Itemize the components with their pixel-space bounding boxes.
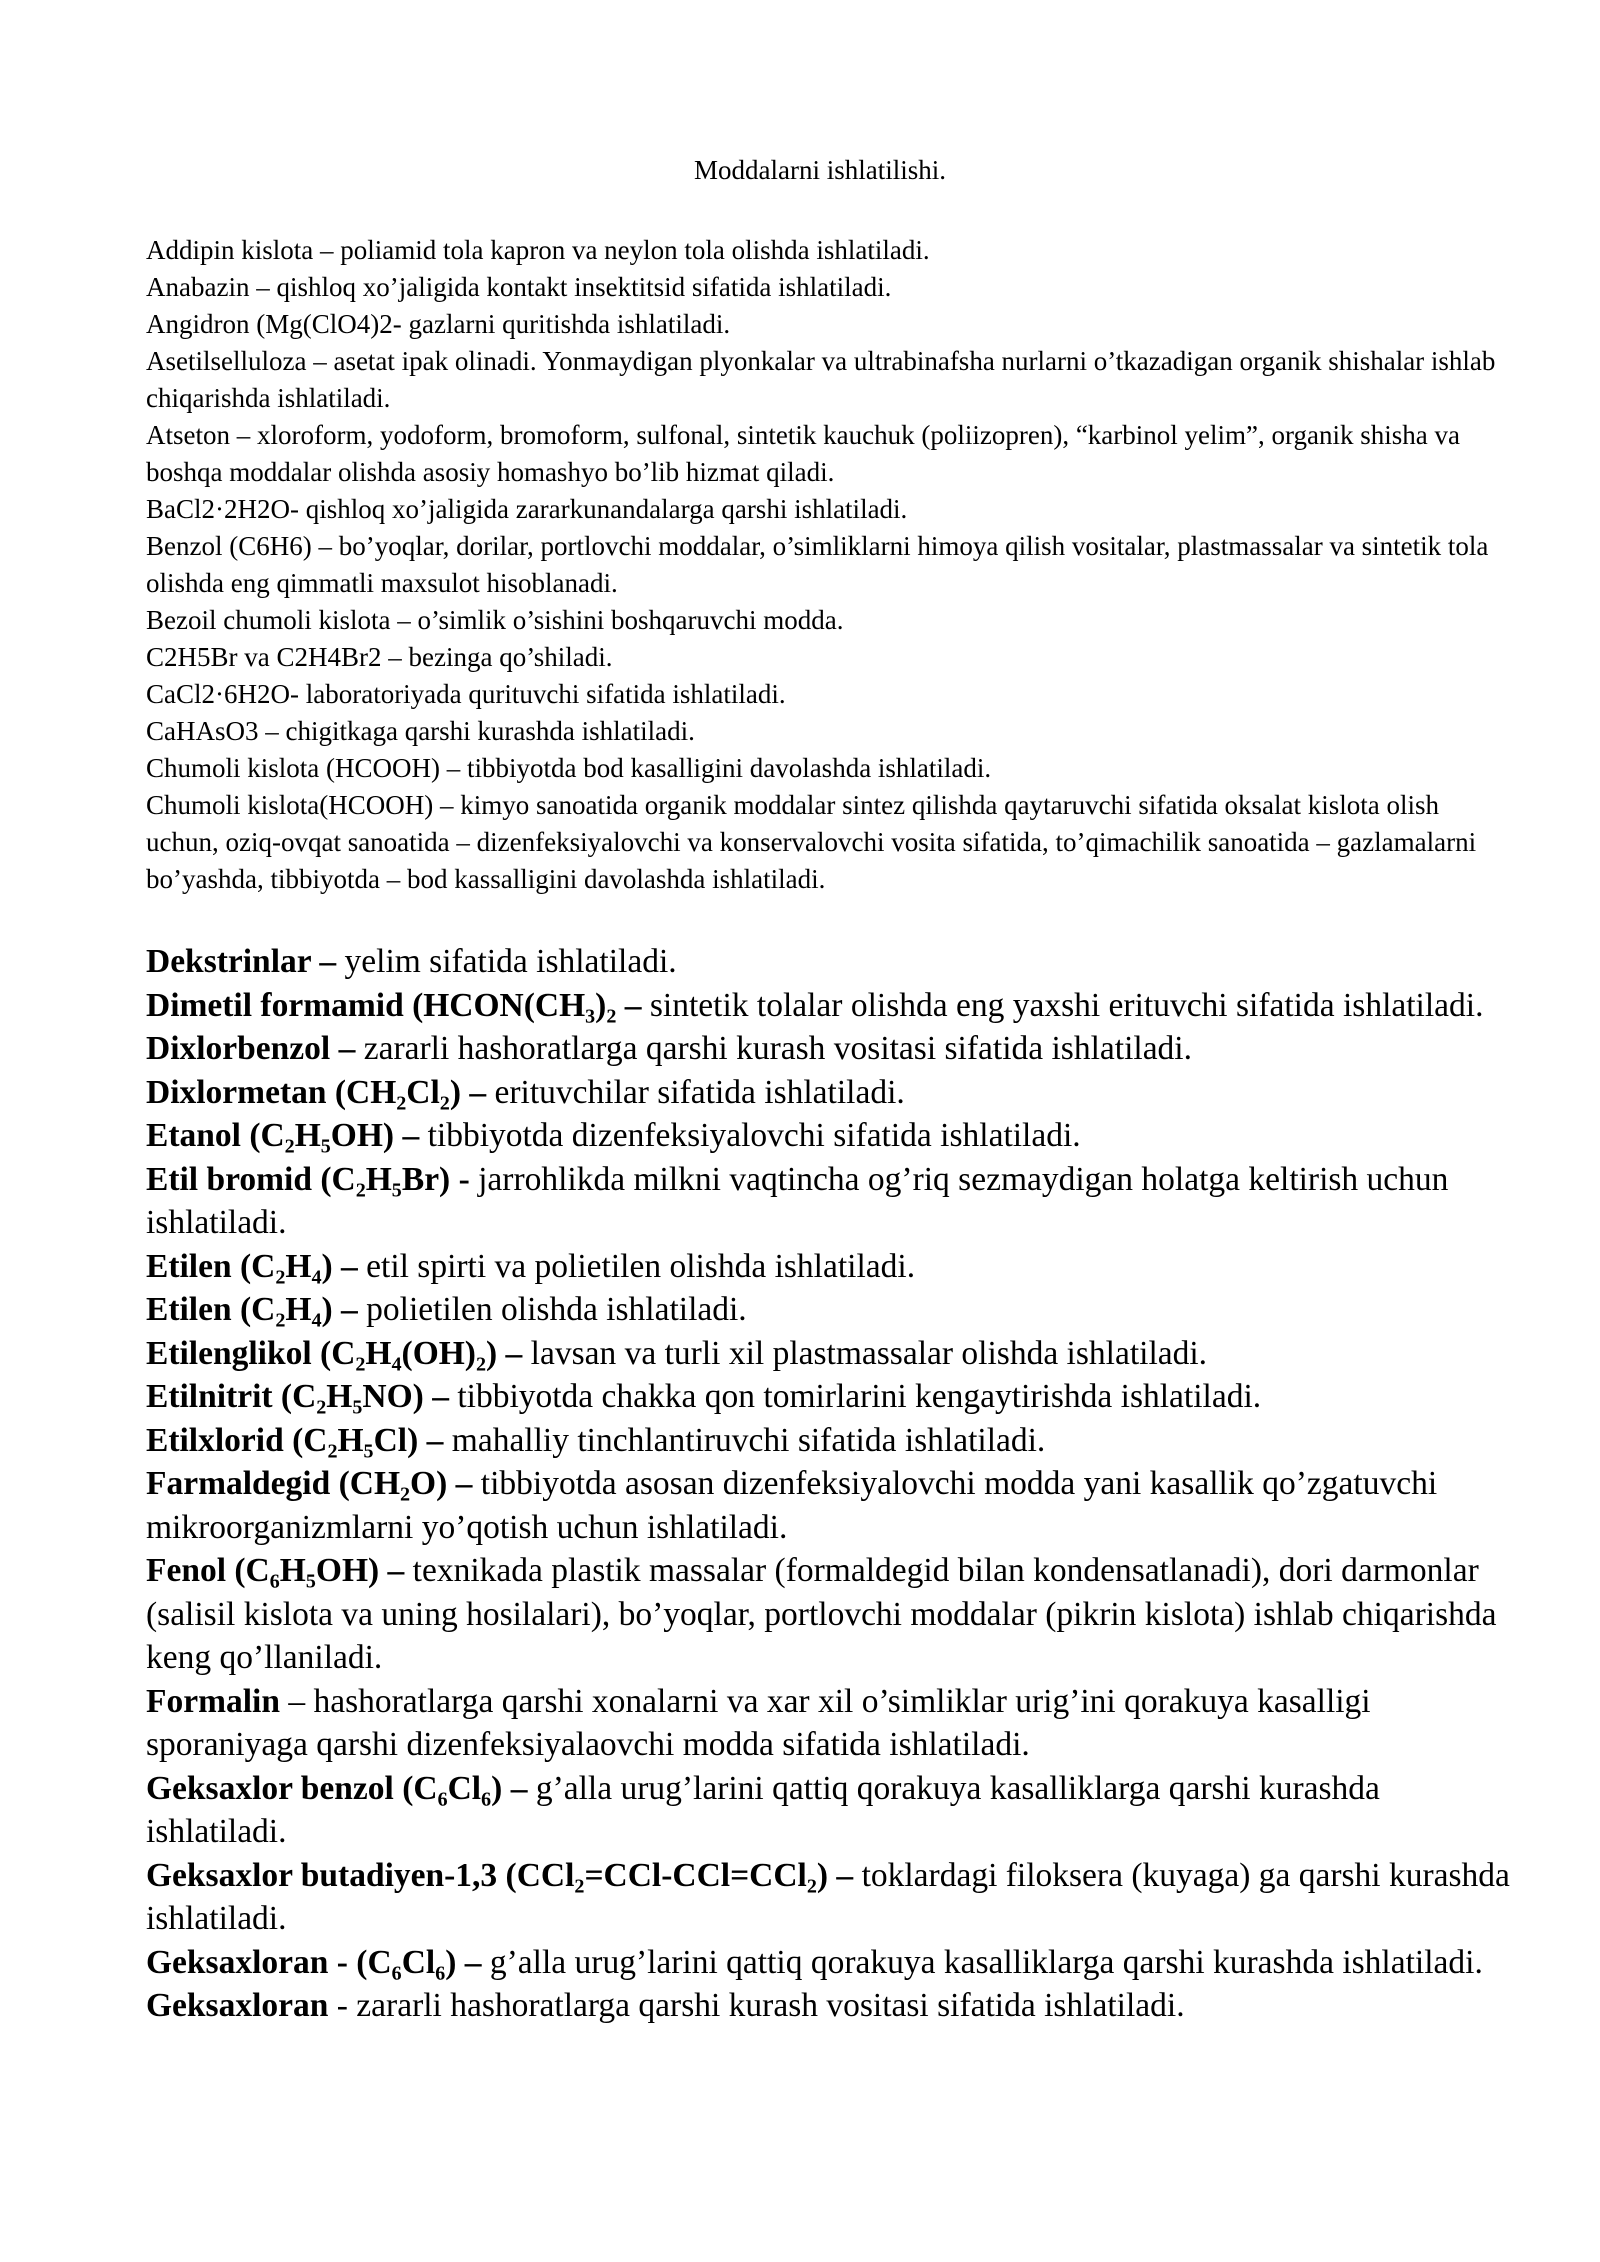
- entry-text: toklardagi filoksera (kuyaga) ga qarshi kurashda ishlatiladi.: [146, 1856, 1510, 1937]
- entry-term: Farmaldegid (CH₂O) –: [146, 1465, 473, 1502]
- list-item: [146, 1941, 1516, 1985]
- entry-term: Dekstrinlar –: [146, 943, 337, 980]
- list-item: [146, 1767, 1516, 1854]
- list-item: Asetilselluloza – asetat ipak olinadi. Yonmaydigan plyonkalar va ultrabinafsha nurlarni o’tkazadigan organik shishalar ishlab chiqarishda ishlatiladi.: [146, 346, 1496, 413]
- small-entries-list: [146, 232, 1516, 898]
- list-item: [146, 1071, 1516, 1115]
- entry-text: lavsan va turli xil plastmassalar olishda ishlatiladi.: [522, 1334, 1208, 1372]
- entry-term: Dixlorbenzol –: [146, 1030, 356, 1067]
- list-item: Chumoli kislota (HCOOH) – tibbiyotda bod kasalligini davolashda ishlatiladi.: [146, 753, 992, 783]
- list-item: Benzol (C6H6) – bo’yoqlar, dorilar, portlovchi moddalar, o’simliklarni himoya qilish vositalar, plastmassalar va sintetik tola olishda eng qimmatli maxsulot hisoblanadi.: [146, 531, 1489, 598]
- entry-term: Etanol (C₂H₅OH) –: [146, 1117, 420, 1154]
- entry-text: polietilen olishda ishlatiladi.: [357, 1291, 747, 1328]
- entry-term: Geksaxloran - (C₆Cl₆) –: [146, 1943, 482, 1981]
- page-title: Moddalarni ishlatilishi.: [694, 155, 946, 185]
- entry-term: Etilxlorid (C₂H₅Cl) –: [146, 1421, 444, 1459]
- entry-term: Geksaxloran: [146, 1987, 329, 2024]
- entry-text: mahalliy tinchlantiruvchi sifatida ishlatiladi.: [443, 1421, 1046, 1459]
- list-item: [146, 984, 1516, 1028]
- list-item: [146, 1984, 1516, 2028]
- entry-text: g’alla urug’larini qattiq qorakuya kasalliklarga qarshi kurashda ishlatiladi.: [146, 1769, 1380, 1850]
- entry-term: Geksaxlor butadiyen-1,3 (CCl₂=CCl-CCl=CCl₂) –: [146, 1856, 854, 1894]
- list-item: Chumoli kislota(HCOOH) – kimyo sanoatida organik moddalar sintez qilishda qaytaruvchi sifatida oksalat kislota olish uchun, oziq-ovqat sanoatida – dizenfeksiyalovchi va konservalovchi vosita sifatida, to’qimachilik sanoatida – gazlamalarni bo’yashda, tibbiyotda – bod kassalligini davolashda ishlatiladi.: [146, 790, 1477, 894]
- entry-term: Etil bromid (C₂H₅Br) -: [146, 1160, 470, 1198]
- entry-term: Etilen (C₂H₄) –: [146, 1291, 358, 1328]
- entry-text: yelim sifatida ishlatiladi.: [336, 943, 677, 980]
- entry-term: Dimetil formamid (HCON(CH₃)₂ –: [146, 986, 642, 1024]
- entry-text: jarrohlikda milkni vaqtincha og’riq sezmaydigan holatga keltirish uchun ishlatiladi.: [146, 1160, 1449, 1241]
- entry-text: tibbiyotda asosan dizenfeksiyalovchi modda yani kasallik qo’zgatuvchi mikroorganizmlarni yo’qotish uchun ishlatiladi.: [146, 1465, 1438, 1546]
- list-item: [146, 1114, 1516, 1158]
- list-item: [146, 1332, 1516, 1376]
- list-item: Anabazin – qishloq xo’jaligida kontakt insektitsid sifatida ishlatiladi.: [146, 272, 892, 302]
- list-item: Atseton – xloroform, yodoform, bromoform, sulfonal, sintetik kauchuk (poliizopren), “karbinol yelim”, organik shisha va boshqa moddalar olishda asosiy homashyo bo’lib hizmat qiladi.: [146, 420, 1460, 487]
- entry-text: g’alla urug’larini qattiq qorakuya kasalliklarga qarshi kurashda ishlatiladi.: [481, 1943, 1483, 1981]
- entry-text: etil spirti va polietilen olishda ishlatiladi.: [357, 1247, 916, 1285]
- entry-term: Dixlormetan (CH₂Cl₂) –: [146, 1073, 487, 1111]
- entry-term: Etilenglikol (C₂H₄(OH)₂) –: [146, 1334, 523, 1372]
- entry-text: – hashoratlarga qarshi xonalarni va xar xil o’simliklar urig’ini qorakuya kasalligi sporaniyaga qarshi dizenfeksiyalaovchi modda sifatida ishlatiladi.: [146, 1682, 1371, 1763]
- entry-term: Formalin: [146, 1682, 280, 1720]
- list-item: [146, 1680, 1516, 1767]
- list-item: [146, 1375, 1516, 1419]
- list-item: [146, 1854, 1516, 1941]
- entry-text: zararli hashoratlarga qarshi kurash vositasi sifatida ishlatiladi.: [355, 1030, 1192, 1067]
- list-item: [146, 940, 1516, 984]
- list-item: [146, 1027, 1516, 1071]
- entry-term: Etilen (C₂H₄) –: [146, 1247, 358, 1285]
- list-item: CaHAsO3 – chigitkaga qarshi kurashda ishlatiladi.: [146, 716, 695, 746]
- entry-text: sintetik tolalar olishda eng yaxshi erituvchi sifatida ishlatiladi.: [641, 986, 1484, 1024]
- list-item: [146, 1462, 1516, 1549]
- entry-term: Fenol (C₆H₅OH) –: [146, 1552, 405, 1589]
- list-item: Bezoil chumoli kislota – o’simlik o’sishini boshqaruvchi modda.: [146, 605, 844, 635]
- list-item: C2H5Br va C2H4Br2 – bezinga qo’shiladi.: [146, 642, 613, 672]
- entry-term: Etilnitrit (C₂H₅NO) –: [146, 1378, 449, 1415]
- list-item: [146, 1245, 1516, 1289]
- entry-text: erituvchilar sifatida ishlatiladi.: [486, 1073, 905, 1111]
- list-item: [146, 1419, 1516, 1463]
- entry-text: tibbiyotda chakka qon tomirlarini kengaytirishda ishlatiladi.: [448, 1378, 1262, 1415]
- list-item: BaCl2·2H2O- qishloq xo’jaligida zararkunandalarga qarshi ishlatiladi.: [146, 494, 908, 524]
- list-item: [146, 1158, 1516, 1245]
- entry-text: tibbiyotda dizenfeksiyalovchi sifatida ishlatiladi.: [419, 1117, 1081, 1154]
- list-item: Addipin kislota – poliamid tola kapron va neylon tola olishda ishlatiladi.: [146, 235, 930, 265]
- list-item: Angidron (Mg(ClO4)2- gazlarni quritishda ishlatiladi.: [146, 309, 731, 339]
- large-entries-list: [146, 940, 1516, 2028]
- entry-text: texnikada plastik massalar (formaldegid bilan kondensatlanadi), dori darmonlar (salisil kislota va uning hosilalari), bo’yoqlar, portlovchi moddalar (pikrin kislota) ishlab chiqarishda keng qo’llaniladi.: [146, 1552, 1497, 1676]
- list-item: CaCl2·6H2O- laboratoriyada qurituvchi sifatida ishlatiladi.: [146, 679, 786, 709]
- entry-text: - zararli hashoratlarga qarshi kurash vositasi sifatida ishlatiladi.: [328, 1987, 1185, 2024]
- list-item: [146, 1288, 1516, 1332]
- entry-term: Geksaxlor benzol (C₆Cl₆) –: [146, 1769, 528, 1807]
- list-item: [146, 1549, 1516, 1680]
